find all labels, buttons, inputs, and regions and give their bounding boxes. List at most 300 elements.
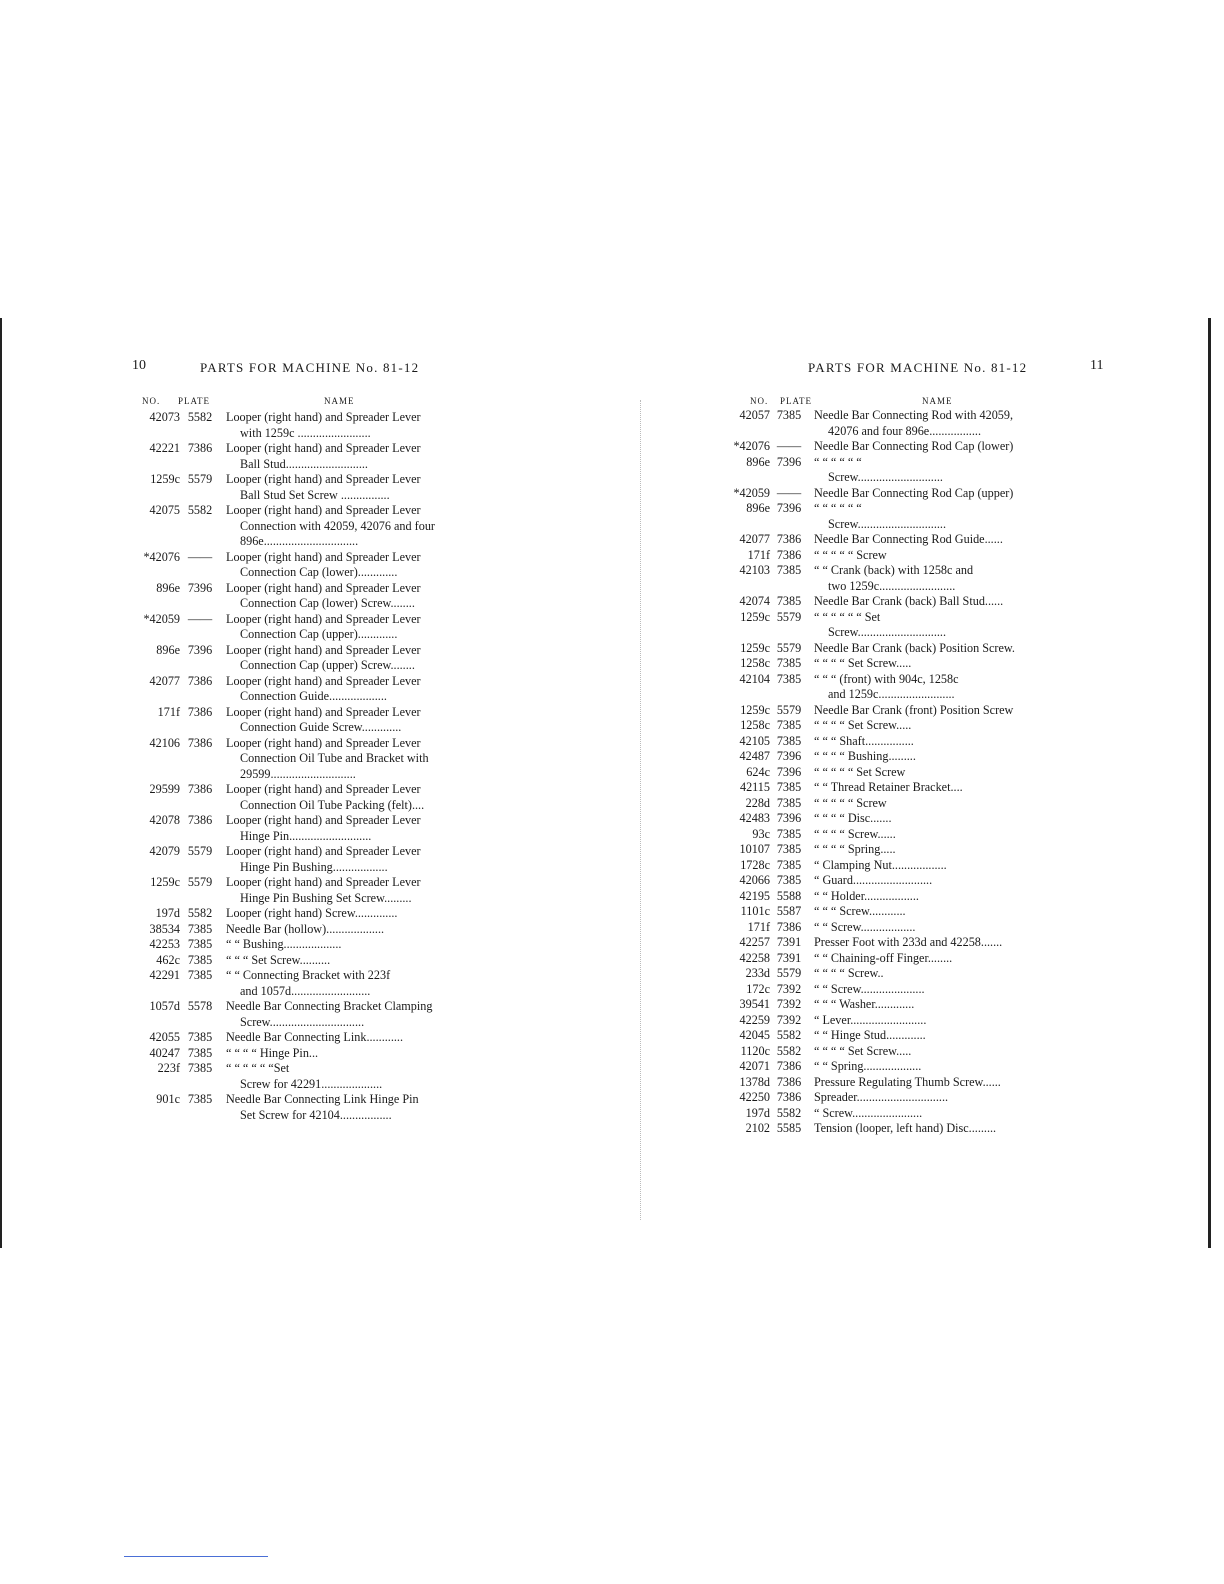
part-name-line: “ “ Thread Retainer Bracket.... xyxy=(814,780,963,794)
part-name xyxy=(814,1075,1060,1091)
part-name-continuation: Connection Oil Tube Packing (felt).... xyxy=(240,797,425,812)
part-row xyxy=(124,1092,464,1123)
part-name xyxy=(814,703,1060,719)
parts-list xyxy=(724,408,1060,1137)
part-row xyxy=(724,796,1060,812)
part-name xyxy=(814,858,1060,874)
part-name-continuation: Ball Stud........................... xyxy=(240,456,368,471)
part-number: 896e xyxy=(746,454,770,469)
part-number: 42077 xyxy=(149,673,180,688)
plate-number: 5582 xyxy=(187,906,213,920)
part-name-line: Tension (looper, left hand) Disc......... xyxy=(814,1121,997,1135)
part-name xyxy=(814,408,1060,439)
plate-number: 7386 xyxy=(776,1090,802,1104)
part-number: 42104 xyxy=(739,671,770,686)
part-number: 896e xyxy=(156,580,180,595)
plate-number: 7396 xyxy=(776,811,802,825)
part-name-continuation: and 1057d.......................... xyxy=(240,983,371,998)
part-number: 172c xyxy=(746,981,770,996)
part-row xyxy=(724,1028,1060,1044)
part-name-line: Looper (right hand) Screw.............. xyxy=(226,906,398,920)
part-name xyxy=(226,1046,464,1062)
part-row xyxy=(724,889,1060,905)
plate-number: 7385 xyxy=(776,563,802,577)
part-number: 42057 xyxy=(739,408,770,422)
part-row xyxy=(124,968,464,999)
plate-number: 7385 xyxy=(187,1030,213,1044)
part-name xyxy=(226,1030,464,1046)
part-number: 197d xyxy=(155,906,180,920)
part-name-line: “ “ “ “ Set Screw..... xyxy=(814,718,912,732)
part-name xyxy=(814,765,1060,781)
part-name xyxy=(226,782,464,813)
plate-number: 7386 xyxy=(187,441,213,455)
part-name-line: “ “ Hinge Stud............. xyxy=(814,1028,926,1042)
part-name-line: Needle Bar Connecting Rod Cap (lower) xyxy=(814,439,1014,453)
plate-number: 5582 xyxy=(776,1043,802,1058)
part-row xyxy=(124,922,464,938)
part-name-line: “ “ “ (front) with 904c, 1258c xyxy=(814,671,959,686)
part-number: 228d xyxy=(745,795,770,810)
plate-number: 7385 xyxy=(187,937,213,951)
plate-number: 7386 xyxy=(187,782,213,796)
part-row xyxy=(724,920,1060,936)
part-name-line: Looper (right hand) and Spreader Lever xyxy=(226,813,421,827)
part-name xyxy=(814,889,1060,905)
part-row xyxy=(124,612,464,643)
part-name-line: Needle Bar Crank (back) Position Screw. xyxy=(814,640,1015,655)
part-row xyxy=(724,594,1060,610)
plate-number: 5585 xyxy=(776,1121,802,1135)
col-head-no: NO. xyxy=(750,396,769,406)
part-row xyxy=(724,672,1060,703)
part-row xyxy=(124,643,464,674)
plate-number: 5582 xyxy=(776,1028,802,1042)
part-row xyxy=(124,844,464,875)
part-name-line: “ “ Spring................... xyxy=(814,1059,922,1073)
part-name xyxy=(814,796,1060,812)
plate-number: 7386 xyxy=(187,735,213,750)
part-name-line: “ “ “ Screw............ xyxy=(814,904,906,918)
running-head: PARTS FOR MACHINE No. 81-12 xyxy=(200,360,420,375)
plate-number: 5579 xyxy=(776,640,802,655)
part-name xyxy=(814,1028,1060,1044)
part-name-line: Needle Bar (hollow)................... xyxy=(226,921,385,936)
plate-number: 7386 xyxy=(187,704,213,719)
plate-number: 7385 xyxy=(776,408,802,422)
part-name-line: “ “ “ “ “ Set Screw xyxy=(814,764,906,779)
parts-list xyxy=(124,410,464,1123)
part-number: 42258 xyxy=(739,950,770,965)
part-name-line: “ “ “ “ “ “ xyxy=(814,454,862,469)
part-name xyxy=(814,904,1060,920)
col-head-no: NO. xyxy=(142,396,161,406)
part-name-line: “ “ “ “ “ Screw xyxy=(814,547,887,562)
part-name-continuation: Set Screw for 42104................. xyxy=(240,1107,392,1122)
plate-number: 7385 xyxy=(187,968,213,982)
part-row xyxy=(724,548,1060,564)
part-number: 42077 xyxy=(739,532,770,546)
part-name-continuation: Ball Stud Set Screw ................ xyxy=(240,487,390,502)
part-name xyxy=(814,734,1060,750)
part-name-line: Looper (right hand) and Spreader Lever xyxy=(226,642,421,657)
part-row xyxy=(124,1030,464,1046)
part-row xyxy=(724,997,1060,1013)
part-name xyxy=(226,410,464,441)
part-name-line: Needle Bar Connecting Rod with 42059, xyxy=(814,408,1014,422)
part-number: 42078 xyxy=(149,813,180,827)
part-number: 42045 xyxy=(739,1028,770,1042)
part-name-line: “ “ “ “ Disc....... xyxy=(814,811,892,825)
part-number: 42250 xyxy=(739,1090,770,1104)
plate-number: 7385 xyxy=(187,1061,213,1075)
part-number: 1728c xyxy=(740,857,770,872)
plate-number: 7386 xyxy=(776,547,802,562)
part-name-line: “ “ Screw..................... xyxy=(814,981,925,996)
part-row xyxy=(724,780,1060,796)
part-name xyxy=(814,842,1060,858)
part-row xyxy=(124,875,464,906)
page-fold xyxy=(640,400,642,1220)
part-number: 39541 xyxy=(739,997,770,1011)
plate-number: —— xyxy=(187,611,213,626)
part-number: 1259c xyxy=(740,702,770,717)
part-row xyxy=(724,532,1060,548)
part-number: 901c xyxy=(156,1092,180,1106)
part-number: *42059 xyxy=(143,611,180,626)
plate-number: 7391 xyxy=(776,935,802,949)
part-number: 10107 xyxy=(739,842,770,856)
part-name-line: “ “ “ “ Spring..... xyxy=(814,842,896,856)
plate-number: 7386 xyxy=(187,673,213,688)
plate-number: 7386 xyxy=(776,919,802,934)
part-name-line: “ “ “ Washer............. xyxy=(814,997,915,1011)
part-name-line: “ “ Holder.................. xyxy=(814,888,919,903)
part-name xyxy=(814,966,1060,982)
part-name xyxy=(814,1106,1060,1122)
plate-number: 5588 xyxy=(776,888,802,903)
part-number: 1259c xyxy=(740,609,770,624)
part-number: 42291 xyxy=(149,968,180,982)
part-name xyxy=(814,780,1060,796)
plate-number: 7386 xyxy=(776,1059,802,1073)
part-name-line: “ “ “ “ Set Screw..... xyxy=(814,656,912,670)
part-row xyxy=(124,1046,464,1062)
part-name xyxy=(226,922,464,938)
plate-number: —— xyxy=(776,485,802,500)
part-name-line: Needle Bar Crank (back) Ball Stud...... xyxy=(814,594,1004,608)
part-name-line: Looper (right hand) and Spreader Lever xyxy=(226,410,421,424)
part-row xyxy=(724,439,1060,455)
part-name xyxy=(814,935,1060,951)
plate-number: 7396 xyxy=(776,764,802,779)
part-name-line: “ “ “ “ Bushing......... xyxy=(814,749,916,763)
plate-number: 7385 xyxy=(776,656,802,670)
part-name-line: “ “ Bushing................... xyxy=(226,937,342,951)
part-name xyxy=(226,844,464,875)
part-name-line: “ “ “ “ “ “Set xyxy=(226,1061,290,1075)
part-number: 38534 xyxy=(149,921,180,936)
part-row xyxy=(724,1059,1060,1075)
part-name-line: “ “ Screw.................. xyxy=(814,919,916,934)
part-name xyxy=(814,811,1060,827)
part-name xyxy=(814,997,1060,1013)
part-name xyxy=(814,718,1060,734)
part-number: 1258c xyxy=(740,656,770,670)
part-name-continuation: Screw............................. xyxy=(828,516,947,531)
part-row xyxy=(124,813,464,844)
part-name-continuation: with 1259c ........................ xyxy=(240,425,371,440)
part-row xyxy=(724,749,1060,765)
part-name-line: “ “ “ Shaft................ xyxy=(814,733,914,748)
part-number: 42487 xyxy=(739,749,770,763)
part-name xyxy=(814,1059,1060,1075)
part-row xyxy=(724,873,1060,889)
part-row xyxy=(724,641,1060,657)
part-name-continuation: Hinge Pin Bushing Set Screw......... xyxy=(240,890,412,905)
plate-number: 5579 xyxy=(776,609,802,624)
part-name xyxy=(226,550,464,581)
part-name-line: “ Lever......................... xyxy=(814,1012,927,1027)
part-row xyxy=(724,1013,1060,1029)
plate-number: 7385 xyxy=(776,671,802,686)
part-name-line: “ “ “ “ Screw.. xyxy=(814,966,884,980)
part-name-line: Looper (right hand) and Spreader Lever xyxy=(226,875,421,889)
part-row xyxy=(124,953,464,969)
scan-right-edge xyxy=(1208,318,1211,1248)
part-name-line: Looper (right hand) and Spreader Lever xyxy=(226,441,421,455)
part-name-line: Presser Foot with 233d and 42258....... xyxy=(814,935,1003,949)
part-name-continuation: Connection Cap (upper)............. xyxy=(240,627,398,641)
col-head-plate: PLATE xyxy=(780,396,812,406)
part-name xyxy=(226,813,464,844)
part-name xyxy=(226,612,464,643)
part-name xyxy=(226,643,464,674)
part-name xyxy=(226,875,464,906)
part-name xyxy=(226,906,464,922)
plate-number: 5579 xyxy=(187,875,213,889)
part-row xyxy=(124,906,464,922)
part-row xyxy=(124,581,464,612)
part-name-line: Looper (right hand) and Spreader Lever xyxy=(226,503,421,517)
part-name xyxy=(814,656,1060,672)
part-name xyxy=(226,736,464,783)
part-name xyxy=(814,920,1060,936)
plate-number: 7385 xyxy=(187,1092,213,1106)
part-row xyxy=(724,951,1060,967)
part-name-line: Looper (right hand) and Spreader Lever xyxy=(226,704,421,719)
part-number: 1259c xyxy=(150,472,180,486)
part-number: *42076 xyxy=(733,439,770,453)
plate-number: 5587 xyxy=(776,904,802,918)
part-number: 42071 xyxy=(739,1059,770,1073)
part-number: 223f xyxy=(157,1061,180,1075)
part-row xyxy=(124,441,464,472)
part-name-continuation: Screw............................... xyxy=(240,1014,365,1029)
part-name xyxy=(814,563,1060,594)
part-row xyxy=(724,982,1060,998)
plate-number: 7392 xyxy=(776,1012,802,1027)
part-name-line: “ “ Crank (back) with 1258c and xyxy=(814,563,974,577)
plate-number: 7385 xyxy=(776,780,802,794)
part-name-line: Needle Bar Crank (front) Position Screw xyxy=(814,702,1014,717)
footer-link-line[interactable] xyxy=(124,1556,268,1557)
part-number: 171f xyxy=(157,704,180,719)
part-name-line: “ “ “ “ Screw...... xyxy=(814,826,896,841)
part-number: 1259c xyxy=(150,875,180,889)
part-name-line: “ Guard.......................... xyxy=(814,873,933,887)
part-name-line: Looper (right hand) and Spreader Lever xyxy=(226,844,421,858)
part-name xyxy=(226,953,464,969)
part-name-line: Needle Bar Connecting Link Hinge Pin xyxy=(226,1092,419,1106)
part-row xyxy=(724,858,1060,874)
part-number: 42259 xyxy=(739,1012,770,1027)
part-row xyxy=(124,472,464,503)
part-row xyxy=(724,1075,1060,1091)
part-name-continuation: 42076 and four 896e................. xyxy=(828,423,981,438)
plate-number: 7396 xyxy=(187,642,213,657)
part-row xyxy=(724,827,1060,843)
part-name-line: “ “ “ “ Set Screw..... xyxy=(814,1043,912,1058)
part-name-line: “ “ “ “ “ Screw xyxy=(814,795,887,810)
part-name-continuation: Connection Guide Screw............. xyxy=(240,720,402,734)
part-number: 42103 xyxy=(739,563,770,577)
plate-number: 5582 xyxy=(187,503,213,517)
part-name-line: Looper (right hand) and Spreader Lever xyxy=(226,782,421,796)
part-name-line: “ “ “ “ Hinge Pin... xyxy=(226,1045,319,1060)
plate-number: 5582 xyxy=(187,410,213,424)
part-name xyxy=(814,594,1060,610)
part-number: 171f xyxy=(747,919,770,934)
part-number: 42055 xyxy=(149,1030,180,1044)
part-number: 1259c xyxy=(740,640,770,655)
col-head-name: NAME xyxy=(324,396,355,406)
running-head: PARTS FOR MACHINE No. 81-12 xyxy=(808,360,1028,375)
part-number: 42115 xyxy=(739,780,770,794)
part-name-line: Pressure Regulating Thumb Screw...... xyxy=(814,1074,1001,1089)
part-name xyxy=(814,951,1060,967)
part-number: 42483 xyxy=(739,811,770,825)
plate-number: 5579 xyxy=(776,702,802,717)
part-row xyxy=(724,842,1060,858)
part-row xyxy=(124,782,464,813)
part-row xyxy=(724,811,1060,827)
part-number: 93c xyxy=(752,826,770,841)
part-number: 42257 xyxy=(739,935,770,949)
part-number: 1101c xyxy=(740,904,770,918)
part-name-line: “ “ “ “ “ “ Set xyxy=(814,609,881,624)
part-row xyxy=(724,935,1060,951)
plate-number: 7386 xyxy=(776,1074,802,1089)
part-row xyxy=(724,408,1060,439)
part-name-continuation: Connection Oil Tube and Bracket with 29599............................ xyxy=(240,751,429,781)
part-row xyxy=(724,563,1060,594)
part-name-continuation: two 1259c......................... xyxy=(828,578,956,593)
part-name-line: “ “ “ “ “ “ xyxy=(814,501,862,515)
part-name xyxy=(814,532,1060,548)
part-row xyxy=(124,674,464,705)
part-number: 1120c xyxy=(740,1043,770,1058)
part-number: 42074 xyxy=(739,594,770,608)
part-row xyxy=(724,904,1060,920)
part-row xyxy=(124,503,464,550)
part-name-line: Looper (right hand) and Spreader Lever xyxy=(226,580,421,595)
part-name xyxy=(226,937,464,953)
part-name-line: Looper (right hand) and Spreader Lever xyxy=(226,673,421,688)
part-row xyxy=(124,705,464,736)
part-name xyxy=(814,439,1060,455)
part-number: 896e xyxy=(746,501,770,515)
part-name xyxy=(814,1121,1060,1137)
part-name-line: Needle Bar Connecting Rod Cap (upper) xyxy=(814,485,1014,500)
plate-number: 7385 xyxy=(187,1045,213,1060)
plate-number: 7392 xyxy=(776,981,802,996)
part-name xyxy=(814,672,1060,703)
part-row xyxy=(724,501,1060,532)
part-number: 233d xyxy=(745,966,770,980)
page-number: 10 xyxy=(132,358,146,373)
plate-number: 7396 xyxy=(776,454,802,469)
plate-number: 7385 xyxy=(776,795,802,810)
plate-number: 7385 xyxy=(776,594,802,608)
plate-number: 7386 xyxy=(776,532,802,546)
plate-number: 5578 xyxy=(187,999,213,1013)
part-number: 42106 xyxy=(149,735,180,750)
part-name xyxy=(226,674,464,705)
part-name xyxy=(226,968,464,999)
part-number: 42105 xyxy=(739,733,770,748)
plate-number: —— xyxy=(187,549,213,564)
part-number: 42075 xyxy=(149,503,180,517)
part-name-continuation: Connection with 42059, 42076 and four 896e............................... xyxy=(240,518,435,548)
part-name xyxy=(814,873,1060,889)
part-number: 896e xyxy=(156,642,180,657)
part-name-line: Looper (right hand) and Spreader Lever xyxy=(226,472,421,486)
part-row xyxy=(724,734,1060,750)
part-row xyxy=(724,1121,1060,1137)
part-row xyxy=(124,410,464,441)
plate-number: 7391 xyxy=(776,950,802,965)
part-number: 624c xyxy=(746,764,770,779)
part-number: 2102 xyxy=(745,1121,770,1135)
part-number: 42066 xyxy=(739,873,770,887)
part-name-continuation: Connection Cap (lower) Screw........ xyxy=(240,596,415,610)
part-number: 1057d xyxy=(149,999,180,1013)
plate-number: 7385 xyxy=(776,873,802,887)
part-row xyxy=(124,999,464,1030)
part-name-line: Looper (right hand) and Spreader Lever xyxy=(226,611,421,626)
part-name-continuation: Connection Cap (lower)............. xyxy=(240,565,398,579)
plate-number: 5579 xyxy=(776,966,802,980)
part-name xyxy=(226,705,464,736)
col-head-plate: PLATE xyxy=(178,396,210,406)
part-number: 1258c xyxy=(740,718,770,732)
part-name-line: Spreader.............................. xyxy=(814,1090,949,1104)
part-number: 42073 xyxy=(149,410,180,424)
part-number: 197d xyxy=(745,1105,770,1120)
part-row xyxy=(724,656,1060,672)
plate-number: 7385 xyxy=(776,718,802,732)
part-name-continuation: Hinge Pin Bushing.................. xyxy=(240,859,388,874)
part-row xyxy=(124,550,464,581)
part-number: *42059 xyxy=(733,485,770,500)
part-name xyxy=(814,548,1060,564)
part-number: 42253 xyxy=(149,937,180,951)
plate-number: 7385 xyxy=(776,733,802,748)
part-name xyxy=(226,441,464,472)
part-row xyxy=(724,455,1060,486)
part-name xyxy=(814,749,1060,765)
